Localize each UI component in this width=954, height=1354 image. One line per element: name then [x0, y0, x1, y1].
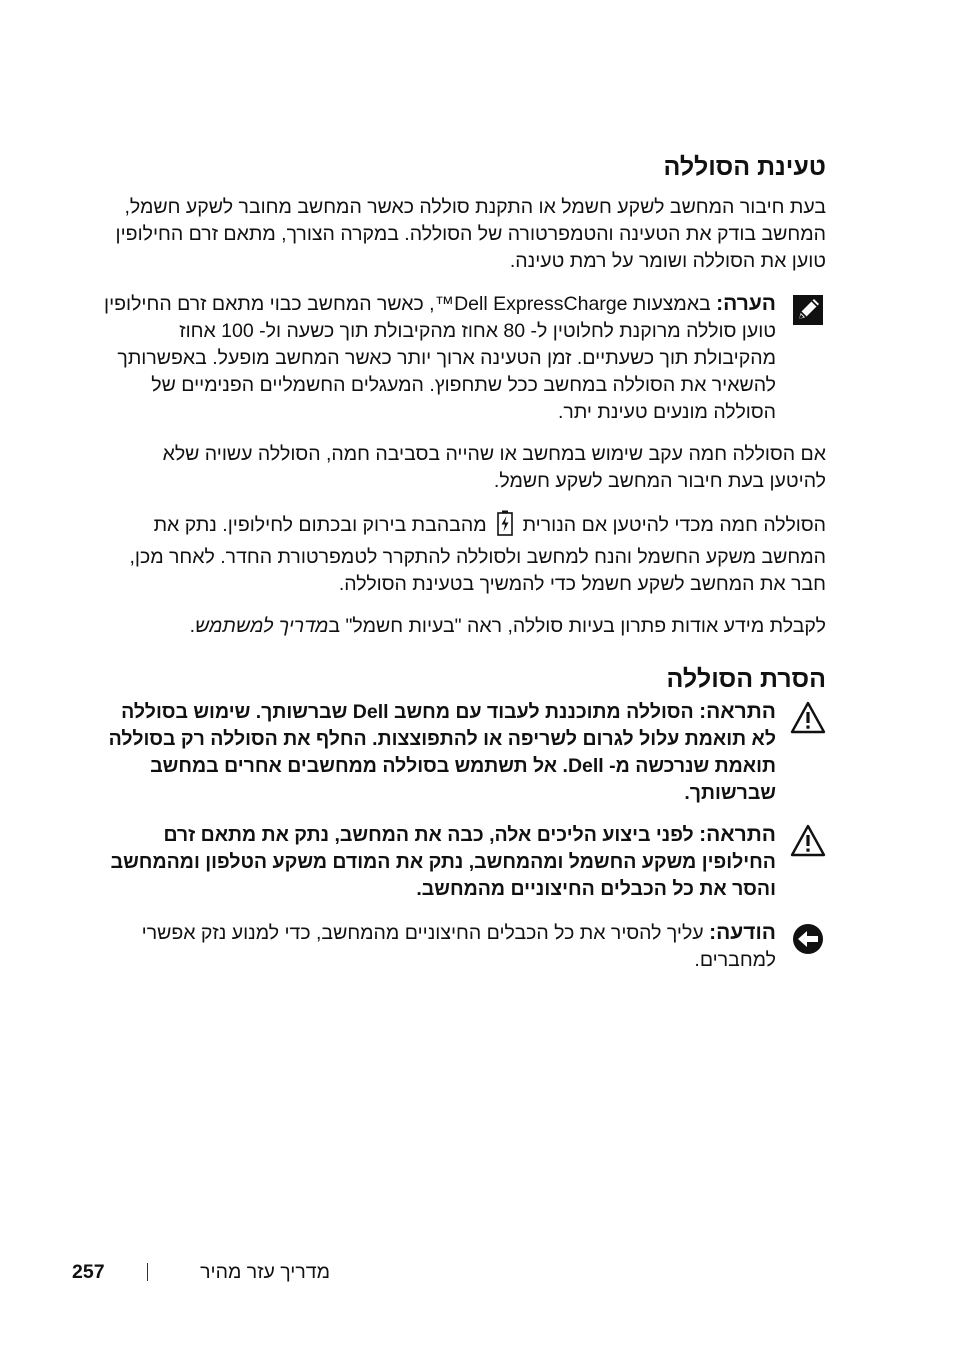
battery-charge-icon: [497, 510, 513, 544]
user-guide-title: מדריך למשתמש: [194, 615, 329, 637]
pencil-icon: [790, 292, 826, 328]
caution-text: הסוללה מתוכננת לעבוד עם מחשב Dell שברשותך. שימוש בסוללה לא תואמת עלול לגרום לשריפה או להתפוצצות. החלף את הסוללה רק בסוללה תואמת שנרכשה מ- Dell. אל תשתמש בסוללה ממחשבים אחרים במחשב שברשותך.: [108, 701, 776, 804]
footer-divider: [147, 1263, 148, 1281]
caution-compatible-battery: [104, 698, 826, 807]
note-label: הערה:: [716, 292, 776, 315]
note-text: באמצעות Dell ExpressCharge™, כאשר המחשב כבוי מתאם זרם החילופין טוען סוללה מרוקנת לחלוטין ל- 80 אחוז מהקיבולת תוך כשעה ול- 100 אחוז מהקיבולת תוך כשעתיים. זמן הטעינה ארוך יותר כאשר המחשב מופעל. באפשרותך להשאיר את הסוללה במחשב ככל שתחפוץ. המעגלים החשמליים הפנימיים של הסוללה מונעים טעינת יתר.: [104, 293, 776, 423]
battery-light-text-start: הסוללה חמה מכדי להיטען אם הנורית: [522, 514, 826, 536]
warning-triangle-icon: [790, 823, 826, 859]
paragraph-battery-light: [104, 510, 826, 598]
paragraph-charging-intro: בעת חיבור המחשב לשקע חשמל או התקנת סוללה כאשר המחשב מחובר לשקע חשמל, המחשב בודק את הטעינה והטמפרטורה של הסוללה. במקרה הצורך, מתאם זרם החילופין טוען את הסוללה ושומר על רמת טעינה.: [115, 196, 826, 272]
heading-removing-battery: הסרת הסוללה: [666, 665, 826, 693]
guide-title: מדריך עזר מהיר: [200, 1261, 330, 1283]
page-number: 257: [72, 1261, 105, 1283]
troubleshooting-text: לקבלת מידע אודות פתרון בעיות סוללה, ראה "בעיות חשמל" ב: [328, 615, 826, 637]
notice-remove-cables: [104, 919, 826, 974]
caution-text: לפני ביצוע הליכים אלה, כבה את המחשב, נתק את מתאם זרם החילופין משקע החשמל ומהמחשב, נתק את המודם משקע הטלפון ומהמחשב והסר את כל הכבלים החיצוניים מהמחשב.: [110, 824, 776, 900]
note-expresscharge: [104, 290, 826, 426]
caution-label: התראה:: [699, 823, 776, 846]
page-footer: [0, 1258, 954, 1288]
notice-arrow-icon: [790, 921, 826, 957]
battery-light-text-end: מהבהבת בירוק ובכתום לחילופין. נתק את המחשב משקע החשמל והנח למחשב ולסוללה להתקרר לטמפרטורת החדר. לאחר מכן, חבר את המחשב לשקע חשמל כדי להמשיך בטעינת הסוללה.: [129, 514, 826, 595]
paragraph-troubleshooting: [104, 613, 826, 640]
paragraph-hot-battery: אם הסוללה חמה עקב שימוש במחשב או שהייה בסביבה חמה, הסוללה עשויה שלא להיטען בעת חיבור המחשב לשקע חשמל.: [162, 443, 826, 492]
caution-label: התראה:: [699, 700, 776, 723]
notice-label: הודעה:: [709, 921, 776, 944]
notice-text: עליך להסיר את כל הכבלים החיצוניים מהמחשב, כדי למנוע נזק אפשרי למחברים.: [141, 922, 776, 971]
main-content: [104, 150, 826, 974]
heading-charging-battery: טעינת הסוללה: [663, 153, 826, 181]
caution-disconnect: [104, 821, 826, 903]
warning-triangle-icon: [790, 700, 826, 736]
troubleshooting-end: .: [189, 615, 195, 637]
